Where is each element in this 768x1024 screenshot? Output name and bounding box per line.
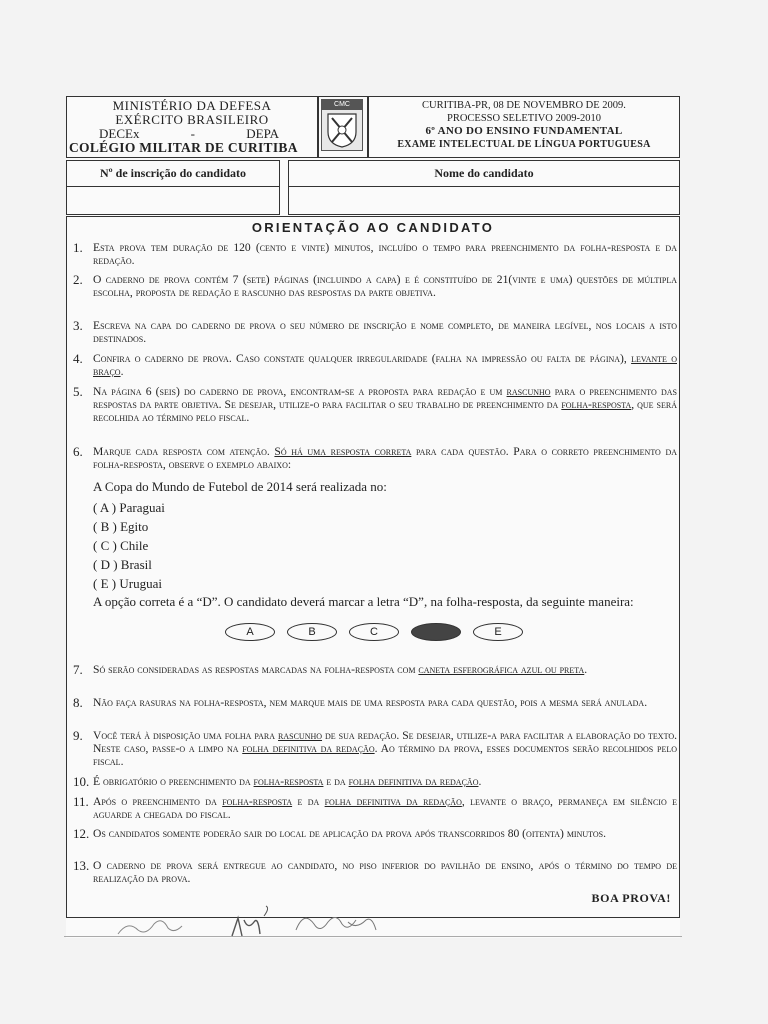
item-text: , levante o braço, permaneça em silêncio e aguarde a chegada do fiscal. bbox=[93, 795, 677, 821]
example-option-a: ( A ) Paraguai bbox=[93, 500, 165, 515]
exam-name: EXAME INTELECTUAL DE LÍNGUA PORTUGUESA bbox=[397, 139, 651, 150]
example-question: A Copa do Mundo de Futebol de 2014 será realizada no: bbox=[93, 479, 387, 494]
instruction-item-12 bbox=[73, 827, 677, 840]
item-text: . Ao término da prova, esses documentos serão recolhidos pelo fiscal. bbox=[93, 742, 677, 768]
item-number: 10. bbox=[73, 774, 90, 789]
department-line bbox=[71, 127, 313, 141]
item-text: Marque cada resposta com atenção. bbox=[93, 445, 275, 458]
exam-cover-sheet bbox=[66, 96, 680, 938]
oval-e: E bbox=[473, 623, 523, 641]
school-emblem-logo bbox=[321, 99, 363, 151]
item-text: , que será recolhida ao término pelo fiscal. bbox=[93, 398, 677, 424]
instruction-item-7 bbox=[73, 663, 677, 676]
header-exam-info bbox=[371, 99, 677, 151]
item-number: 12. bbox=[73, 826, 90, 841]
nome-label: Nome do candidato bbox=[288, 160, 680, 187]
inscricao-label: Nº de inscrição do candidato bbox=[66, 160, 280, 187]
item-text-underlined: Só há uma resposta correta bbox=[274, 445, 412, 458]
item-text: O caderno de prova será entregue ao candidato, no piso inferior do pavilhão de ensino, após o término do tempo de realização da prova. bbox=[93, 859, 677, 885]
instruction-item-11 bbox=[73, 795, 677, 821]
inscricao-field[interactable] bbox=[66, 186, 280, 215]
item-number: 2. bbox=[73, 272, 83, 287]
item-text: e da bbox=[292, 795, 325, 808]
instruction-item-13 bbox=[73, 859, 677, 885]
school-name: COLÉGIO MILITAR DE CURITIBA bbox=[69, 140, 298, 155]
item-text: . bbox=[120, 365, 124, 378]
item-text: Só serão consideradas as respostas marcadas na folha-resposta com bbox=[93, 663, 419, 676]
instruction-item-10 bbox=[73, 775, 677, 788]
item-text: para cada questão. Para o correto preenchimento da folha-resposta, observe o exemplo abaixo: bbox=[93, 445, 677, 471]
nome-field[interactable] bbox=[288, 186, 680, 215]
instruction-item-4 bbox=[73, 352, 677, 378]
item-text: Confira o caderno de prova. Caso constate qualquer irregularidade (falha na impressão ou falta de página), bbox=[93, 352, 632, 365]
example-answer-ovals bbox=[225, 623, 523, 641]
header-institution bbox=[71, 99, 313, 155]
dept-decex: DECEx bbox=[99, 126, 140, 141]
instruction-item-9 bbox=[73, 729, 677, 768]
item-text-underlined: folha definitiva da redação bbox=[242, 742, 375, 755]
header-box bbox=[66, 96, 680, 158]
item-text: e da bbox=[323, 775, 349, 788]
instructions-box bbox=[66, 216, 680, 918]
item-number: 3. bbox=[73, 318, 83, 333]
example-option-b: ( B ) Egito bbox=[93, 519, 149, 534]
item-number: 1. bbox=[73, 240, 83, 255]
ministry-line: MINISTÉRIO DA DEFESA bbox=[112, 98, 272, 113]
instruction-item-5 bbox=[73, 385, 677, 424]
oval-d-marked bbox=[411, 623, 461, 641]
oval-a: A bbox=[225, 623, 275, 641]
item-number: 6. bbox=[73, 444, 83, 459]
grade-level: 6º ANO DO ENSINO FUNDAMENTAL bbox=[425, 125, 623, 137]
emblem-label: CMC bbox=[322, 100, 362, 110]
item-text: Após o preenchimento da bbox=[93, 795, 223, 808]
example-option-d: ( D ) Brasil bbox=[93, 557, 152, 572]
item-text-underlined: rascunho bbox=[506, 385, 551, 398]
item-text: Esta prova tem duração de 120 (cento e vinte) minutos, incluído o tempo para preenchimento da folha-resposta e da redação. bbox=[93, 241, 677, 267]
item-text: O caderno de prova contém 7 (sete) páginas (incluindo a capa) e é constituído de 21(vinte e uma) questões de múltipla escolha, proposta de redação e rascunho das respostas da parte objetiva. bbox=[93, 273, 677, 299]
item-text-underlined: rascunho bbox=[278, 729, 323, 742]
header-divider-left bbox=[317, 97, 319, 157]
instruction-item-1 bbox=[73, 241, 677, 267]
item-text: Escreva na capa do caderno de prova o seu número de inscrição e nome completo, de maneira legível, nos locais a isto destinados. bbox=[93, 319, 677, 345]
handwritten-signatures bbox=[110, 900, 430, 944]
instruction-item-2 bbox=[73, 273, 677, 299]
selection-process: PROCESSO SELETIVO 2009-2010 bbox=[446, 113, 601, 124]
header-divider-right bbox=[367, 97, 369, 157]
item-number: 7. bbox=[73, 662, 83, 677]
dept-separator: - bbox=[190, 126, 196, 141]
item-text: Os candidatos somente poderão sair do local de aplicação da prova após transcorridos 80 (oitenta) minutos. bbox=[93, 827, 607, 840]
oval-c: C bbox=[349, 623, 399, 641]
item-text-underlined: folha definitiva da redação bbox=[348, 775, 479, 788]
instructions-title: ORIENTAÇÃO AO CANDIDATO bbox=[251, 220, 495, 235]
item-text-underlined: folha-resposta bbox=[222, 795, 293, 808]
example-option-e: ( E ) Uruguai bbox=[93, 576, 162, 591]
army-line: EXÉRCITO BRASILEIRO bbox=[115, 112, 269, 127]
example-answer-text: A opção correta é a “D”. O candidato deverá marcar a letra “D”, na folha-resposta, da seguinte maneira: bbox=[93, 594, 634, 609]
dept-depa: DEPA bbox=[246, 126, 279, 141]
instruction-item-6 bbox=[73, 445, 677, 471]
instruction-item-8 bbox=[73, 696, 677, 709]
oval-b: B bbox=[287, 623, 337, 641]
item-number: 5. bbox=[73, 384, 83, 399]
item-text: Você terá à disposição uma folha para bbox=[93, 729, 279, 742]
item-text: Na página 6 (seis) do caderno de prova, encontram-se a proposta para redação e um bbox=[93, 385, 507, 398]
item-text: para o preenchimento das respostas da parte objetiva. Se desejar, utilize-o para facilitar o seu trabalho de preenchimento da bbox=[93, 385, 677, 411]
closing-message: BOA PROVA! bbox=[591, 891, 671, 905]
item-text: É obrigatório o preenchimento da bbox=[93, 775, 254, 788]
item-number: 4. bbox=[73, 351, 83, 366]
item-number: 13. bbox=[73, 858, 90, 873]
item-text-underlined: folha definitiva da redação bbox=[324, 795, 462, 808]
item-text-underlined: levante o braço bbox=[93, 352, 677, 378]
item-text: . bbox=[584, 663, 588, 676]
candidate-fields bbox=[66, 160, 680, 216]
item-text: . bbox=[478, 775, 482, 788]
instruction-item-3 bbox=[73, 319, 677, 345]
item-text: Não faça rasuras na folha-resposta, nem marque mais de uma resposta para cada questão, pois a mesma será anulada. bbox=[93, 696, 648, 709]
item-number: 11. bbox=[73, 794, 89, 809]
exam-date: CURITIBA-PR, 08 DE NOVEMBRO DE 2009. bbox=[422, 100, 626, 111]
example-option-c: ( C ) Chile bbox=[93, 538, 149, 553]
item-text: de sua redação. Se desejar, utilize-a para facilitar a elaboração do texto. Neste caso, passe-o a limpo na bbox=[93, 729, 678, 755]
item-number: 8. bbox=[73, 695, 83, 710]
crest-icon bbox=[326, 112, 358, 148]
item-text-underlined: folha-resposta bbox=[561, 398, 632, 411]
item-text-underlined: folha-resposta bbox=[253, 775, 324, 788]
item-number: 9. bbox=[73, 728, 83, 743]
item-text-underlined: caneta esferográfica azul ou preta bbox=[418, 663, 585, 676]
